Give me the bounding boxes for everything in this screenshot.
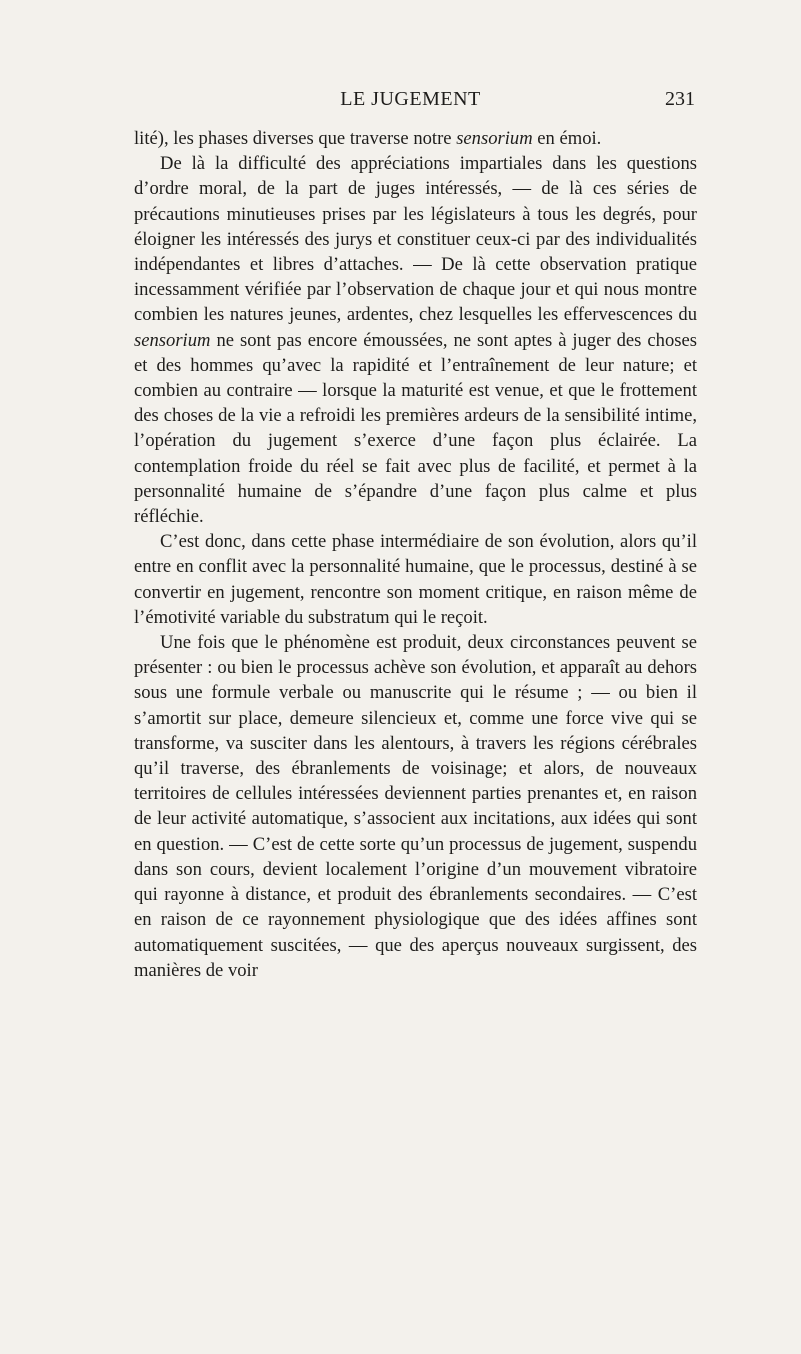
body-text [134,126,697,983]
paragraph-3 [134,529,697,630]
text-segment: C’est donc, dans cette phase intermédiaire de son évolution, alors qu’il entre en conflit avec la personnalité humaine, que le processus, destiné à se convertir en jugement, rencontre son moment critique, en raison même de l’émotivité variable du substratum qui le reçoit. [134,531,697,628]
italic-term: sensorium [134,329,211,351]
text-segment: lité), les phases diverses que traverse notre [134,128,457,149]
running-title: LE JUGEMENT [340,88,481,110]
text-segment: Une fois que le phénomène est produit, deux circonstances peuvent se présenter : ou bien le processus achève son évolution, et apparaît au dehors sous une formule verbale ou manuscrite qui le résume ; — ou bien il s’amortit sur place, demeure silencieux et, comme une force vive qui se transforme, va susciter dans les alentours, à travers les régions cérébrales qu’il traverse, des ébranlements de voisinage; et alors, de nouveaux territoires de cellules intéressées deviennent parties prenantes et, en raison de leur activité automatique, s’associent aux incitations, aux idées qui sont en question. — C’est de cette sorte qu’un processus de jugement, suspendu dans son cours, devient localement l’origine d’un mouvement vibratoire qui rayonne à distance, et produit des ébranlements secondaires. — C’est en raison de ce rayonnement physiologique que des idées affines sont automatiquement suscitées, — que des aperçus nouveaux surgissent, des manières de voir [134,632,697,981]
paragraph-4 [134,630,697,983]
text-segment: en émoi. [532,128,602,149]
page-header [126,88,695,118]
italic-term: sensorium [456,128,533,149]
text-segment: De là la difficulté des appréciations impartiales dans les questions d’ordre moral, de la part de juges intéressés, — de là ces séries de précautions minutieuses prises par les législateurs à tous les degrés, pour éloigner les intéressés des jurys et constituer ceux-ci par des individualités indépendantes et libres d’attaches. — De là cette observation pratique incessamment vérifiée par l’observation de chaque jour et qui nous montre combien les natures jeunes, ardentes, chez lesquelles les effervescences du [134,153,697,326]
page-number: 231 [665,88,695,110]
paragraph-2 [134,151,697,529]
paragraph-1 [134,126,697,151]
text-segment: ne sont pas encore émoussées, ne sont aptes à juger des choses et des hommes qu’avec la rapidité et l’entraînement de leur nature; et combien au contraire — lorsque la maturité est venue, et que le frottement des choses de la vie a refroidi les premières ardeurs de la sensibilité intime, l’opération du jugement s’exerce d’une façon plus éclairée. La contemplation froide du réel se fait avec plus de facilité, et permet à la personnalité humaine de s’épandre d’une façon plus calme et plus réfléchie. [134,329,697,528]
